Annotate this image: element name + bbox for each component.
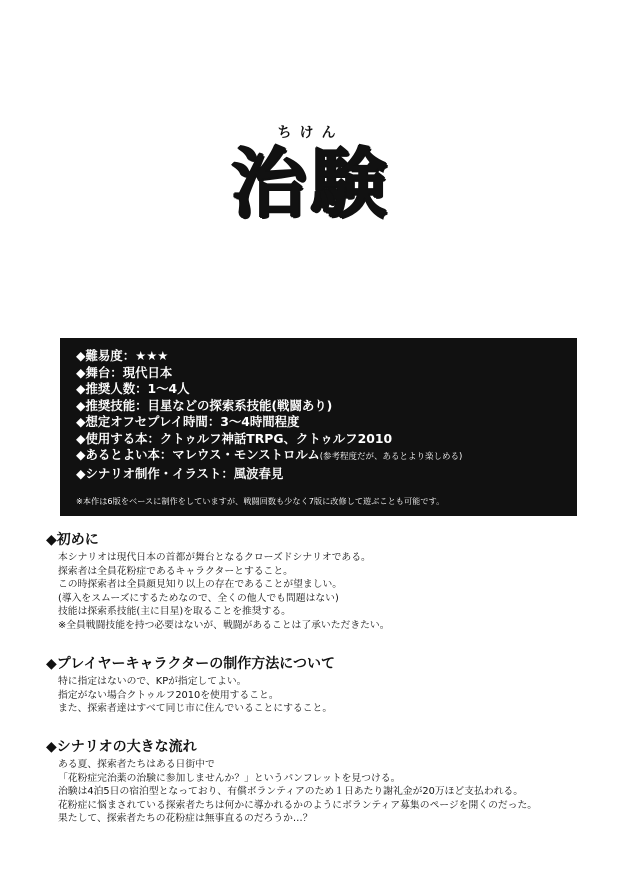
body-line: 探索者は全員花粉症であるキャラクターとすること。 [58, 565, 293, 577]
info-note: (参考程度だが、あるとより楽しめる) [319, 452, 463, 462]
body-line: ある夏、探索者たちはある日街中で [58, 759, 215, 770]
section-title: ◆初めに [46, 532, 99, 548]
info-line-books [76, 431, 563, 448]
body-line: この時探索者は全員顔見知り以上の存在であることが望ましい。 [58, 579, 343, 591]
body-line: 指定がない場合クトゥルフ2010を使用すること。 [58, 689, 279, 701]
body-line: 特に指定はないので、KPが指定してよい。 [58, 676, 247, 687]
info-text: ◆シナリオ制作・イラスト：風波春見 [76, 465, 284, 481]
body-line: 花粉症に悩まされている探索者たちは何かに導かれるかのようにボランティア募集のページを開くのだった。 [58, 799, 538, 811]
page-title: 治験 [230, 139, 391, 228]
section-body [58, 675, 586, 716]
info-footnote: ※本作は6版をベースに制作をしていますが、戦闘回数も少なく7版に改修して遊ぶことも可能です。 [76, 496, 445, 506]
body-line: 本シナリオは現代日本の首都が舞台となるクローズドシナリオである。 [58, 552, 371, 563]
scenario-info-box [60, 338, 577, 516]
section-introduction [46, 531, 586, 633]
info-text: ◆舞台：現代日本 [76, 364, 173, 380]
info-text: ◆あるとよい本：マレウス・モンストロルム [76, 447, 320, 462]
section-body [58, 551, 586, 633]
section-title: ◆シナリオの大きな流れ [46, 739, 197, 755]
section-body [58, 758, 586, 826]
section-scenario-flow [46, 738, 586, 826]
body-line: (導入をスムーズにするためなので、全くの他人でも問題はない) [58, 592, 339, 604]
body-line: また、探索者達はすべて同じ市に住んでいることにすること。 [58, 703, 333, 715]
body-line: 「花粉症完治薬の治験に参加しませんか？」というパンフレットを見つける。 [58, 772, 401, 784]
title-furigana: ちけん [277, 125, 344, 141]
info-text: ◆難易度：★★★ [76, 348, 169, 363]
body-line: 治験は4泊5日の宿泊型となっており、有償ボランティアのため１日あたり謝礼金が20万ほど支払われる。 [58, 786, 524, 798]
info-line-setting [76, 365, 563, 382]
body-line: 技能は探索系技能(主に目星)を取ることを推奨する。 [58, 606, 291, 618]
section-character-creation [46, 655, 586, 716]
section-title: ◆プレイヤーキャラクターの制作方法について [46, 656, 335, 672]
info-line-difficulty [76, 348, 563, 365]
info-line-author [76, 466, 563, 483]
info-text: ◆推奨人数：1～4人 [76, 381, 190, 396]
info-line-optional-books [76, 447, 563, 466]
body-line: 果たして、探索者たちの花粉症は無事直るのだろうか…？ [58, 813, 313, 825]
info-text: ◆使用する本：クトゥルフ神話TRPG、クトゥルフ2010 [76, 430, 393, 446]
info-text: ◆想定オフセプレイ時間：3～4時間程度 [76, 414, 300, 429]
info-line-playtime [76, 414, 563, 431]
info-line-skills [76, 398, 563, 415]
info-line-players [76, 381, 563, 398]
info-text: ◆推奨技能：目星などの探索系技能(戦闘あり) [76, 397, 333, 413]
body-line: ※全員戦闘技能を持つ必要はないが、戦闘があることは了承いただきたい。 [58, 619, 390, 631]
